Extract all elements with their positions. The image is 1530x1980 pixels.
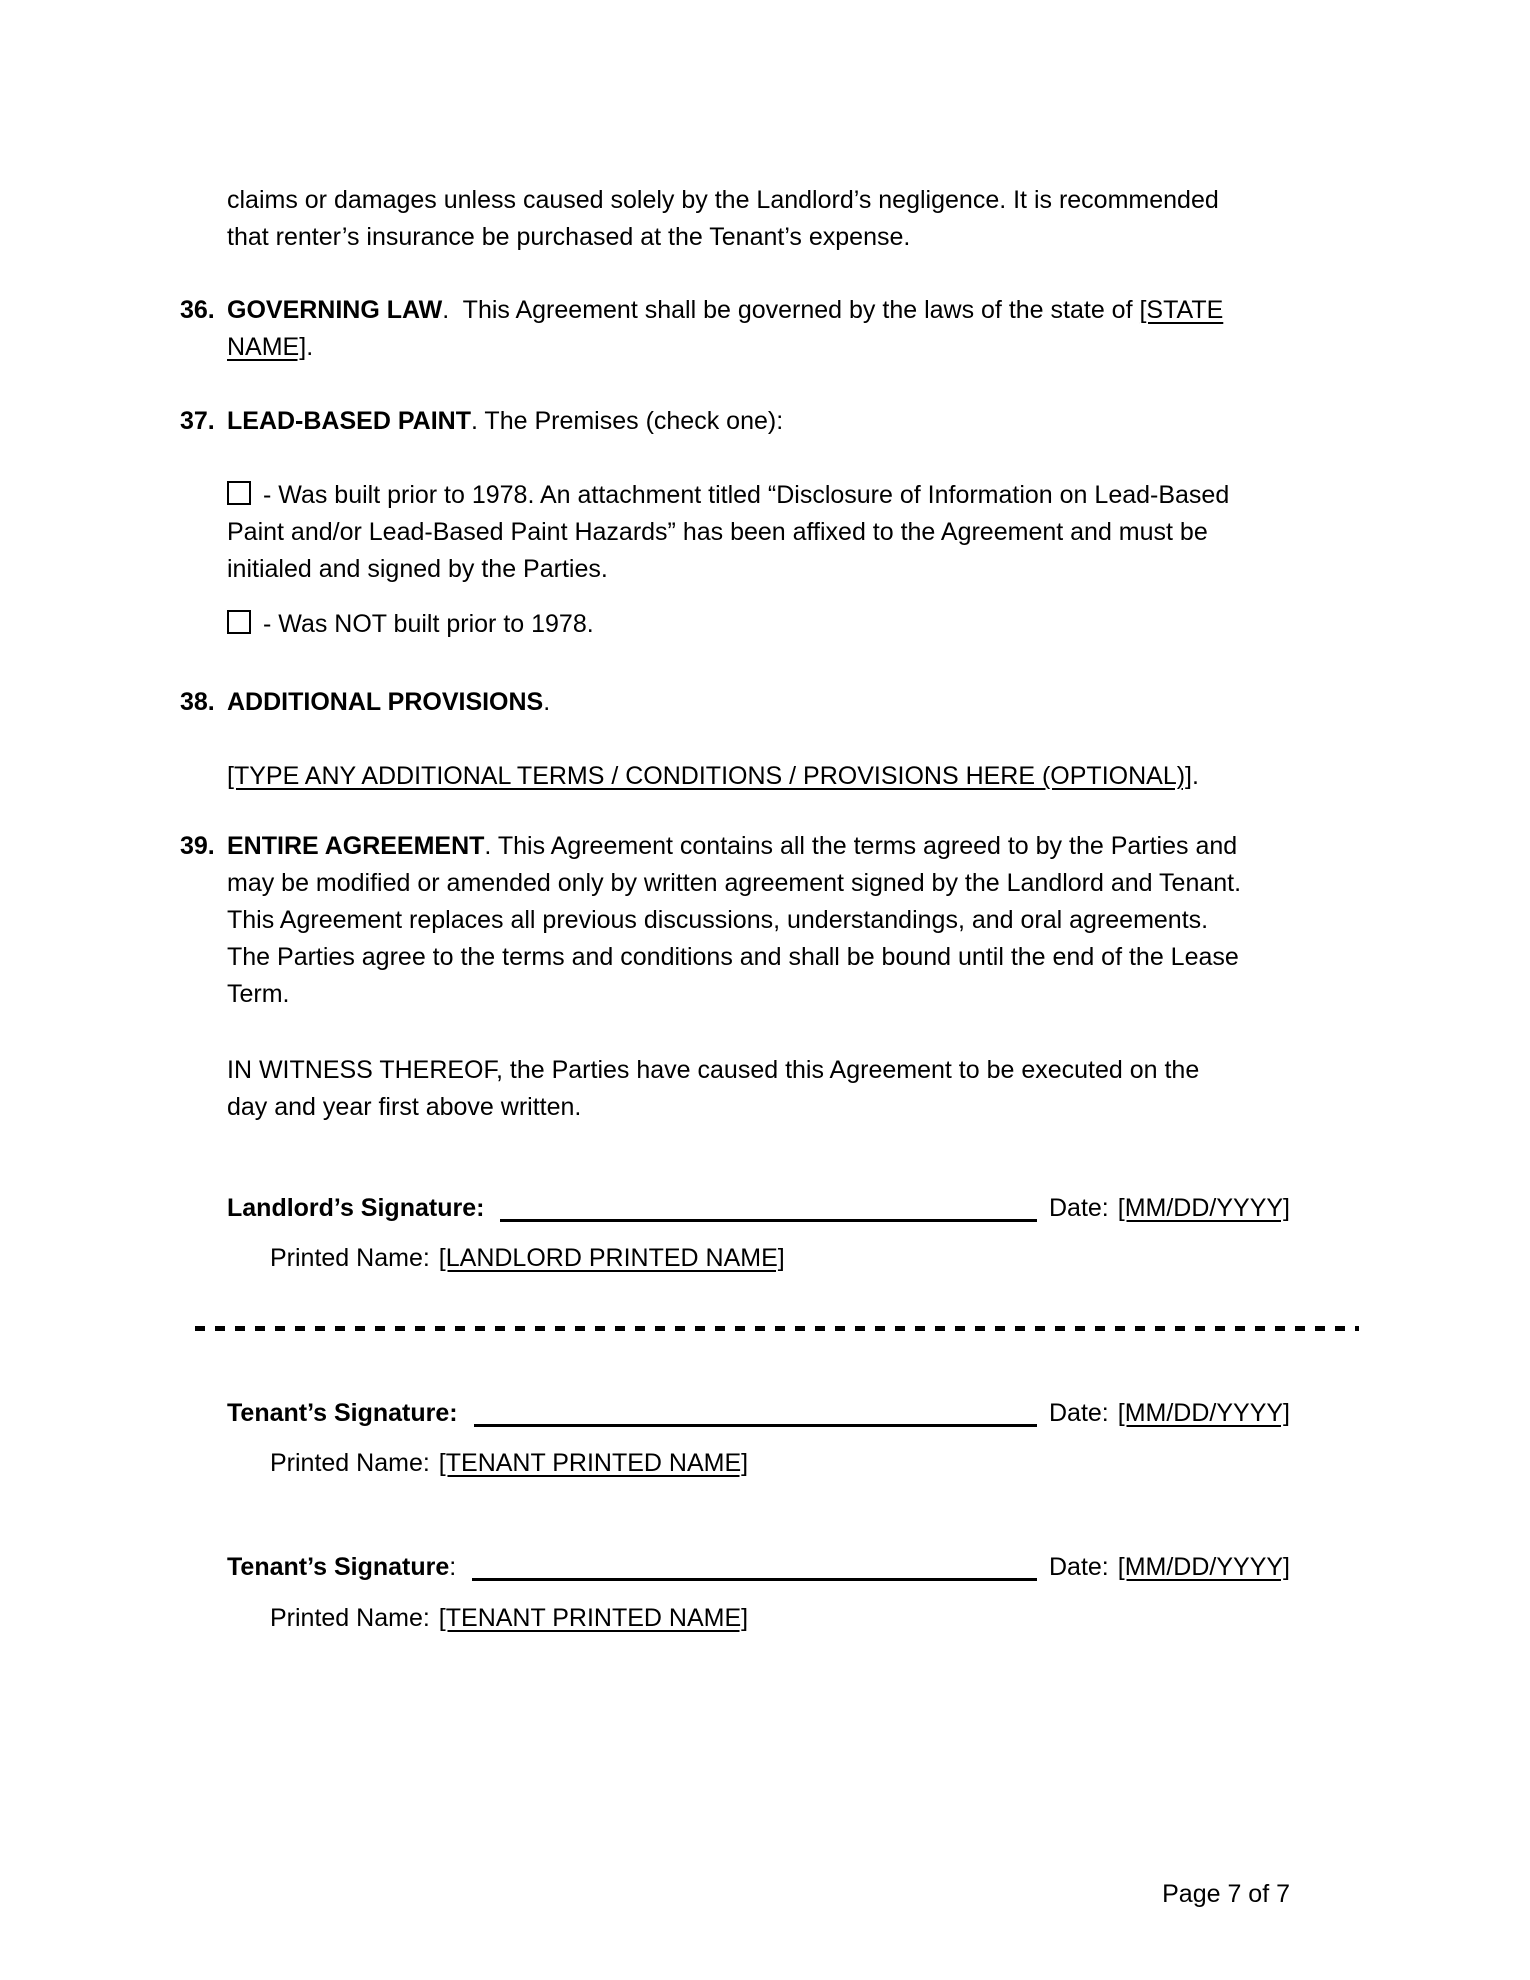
section-39-line-5: Term. <box>227 980 290 1008</box>
section-36-number: 36. <box>180 296 215 324</box>
dashed-divider <box>195 1326 1359 1331</box>
option-2-line-1 <box>227 606 594 643</box>
section-36-governing-law <box>180 292 1223 366</box>
section-39-line-3: This Agreement replaces all previous discussions, understandings, and oral agreements. <box>227 906 1209 934</box>
section-39-entire-agreement <box>180 828 1241 1013</box>
section-36-text: . This Agreement shall be governed by the laws of the state of <box>442 296 1140 324</box>
section-36-line-2 <box>227 329 1223 366</box>
option-2-text: - Was NOT built prior to 1978. <box>263 610 594 638</box>
landlord-signature-line[interactable] <box>500 1219 1037 1222</box>
section-36-line-1 <box>227 292 1223 329</box>
section-37-title: LEAD-BASED PAINT <box>227 407 471 435</box>
checkbox-icon[interactable] <box>227 610 251 634</box>
paragraph-insurance-continuation <box>227 182 1219 256</box>
section-37-text: . The Premises (check one): <box>470 407 784 435</box>
witness-line-2: day and year first above written. <box>227 1093 582 1121</box>
landlord-signature-row <box>227 1190 1290 1227</box>
section-37-lead-based-paint <box>180 403 783 440</box>
section-39-title: ENTIRE AGREEMENT <box>227 832 485 860</box>
section-39-number: 39. <box>180 832 215 860</box>
paragraph-line: claims or damages unless caused solely by the Landlord’s negligence. It is recommended <box>227 186 1219 214</box>
placeholder-tail: . <box>1192 762 1199 790</box>
section-38-line-1 <box>227 684 550 721</box>
section-36-title: GOVERNING LAW <box>227 296 443 324</box>
landlord-date-placeholder[interactable]: [MM/DD/YYYY] <box>1117 1194 1290 1222</box>
tenant-signature-label: Tenant’s Signature <box>227 1553 450 1581</box>
state-name-placeholder-part2[interactable]: NAME] <box>227 333 307 361</box>
landlord-signature-label: Landlord’s Signature: <box>227 1194 485 1222</box>
tenant-signature-row-2 <box>227 1549 1290 1586</box>
tenant-signature-line[interactable] <box>472 1578 1037 1581</box>
tenant-printed-name-placeholder[interactable]: [TENANT PRINTED NAME] <box>438 1449 749 1477</box>
date-label: Date: <box>1048 1399 1109 1427</box>
checkbox-icon[interactable] <box>227 481 251 505</box>
placeholder-line <box>227 758 1199 795</box>
section-36-tail: . <box>306 333 314 361</box>
tenant-printed-name-row-2 <box>270 1600 748 1637</box>
option-1-line-3: initialed and signed by the Parties. <box>227 555 608 583</box>
tenant-signature-line[interactable] <box>474 1424 1037 1427</box>
state-name-placeholder-part1[interactable]: [STATE <box>1139 296 1224 324</box>
section-38-number: 38. <box>180 688 215 716</box>
printed-name-label: Printed Name: <box>270 1244 430 1272</box>
landlord-printed-name-row <box>270 1240 785 1277</box>
tenant-date-placeholder[interactable]: [MM/DD/YYYY] <box>1117 1553 1290 1581</box>
printed-name-label: Printed Name: <box>270 1449 430 1477</box>
section-39-text: . This Agreement contains all the terms agreed to by the Parties and <box>484 832 1238 860</box>
lead-paint-option-not-built-prior-1978 <box>227 606 594 643</box>
section-39-line-2: may be modified or amended only by written agreement signed by the Landlord and Tenant. <box>227 869 1242 897</box>
witness-line-1: IN WITNESS THEREOF, the Parties have caused this Agreement to be executed on the <box>227 1056 1200 1084</box>
landlord-printed-name-placeholder[interactable]: [LANDLORD PRINTED NAME] <box>438 1244 785 1272</box>
additional-terms-placeholder[interactable]: [TYPE ANY ADDITIONAL TERMS / CONDITIONS / PROVISIONS HERE (OPTIONAL)] <box>227 762 1192 790</box>
page-number: Page 7 of 7 <box>1162 1880 1290 1908</box>
section-37-number: 37. <box>180 407 215 435</box>
tenant-signature-label: Tenant’s Signature: <box>227 1399 458 1427</box>
section-39-line-4: The Parties agree to the terms and conditions and shall be bound until the end of the Lease <box>227 943 1239 971</box>
date-label: Date: <box>1048 1553 1109 1581</box>
section-38-additional-provisions <box>180 684 550 721</box>
tenant-signature-row-1 <box>227 1395 1290 1432</box>
tenant-date-placeholder[interactable]: [MM/DD/YYYY] <box>1117 1399 1290 1427</box>
printed-name-label: Printed Name: <box>270 1604 430 1632</box>
option-1-line-2: Paint and/or Lead-Based Paint Hazards” has been affixed to the Agreement and must be <box>227 518 1208 546</box>
date-label: Date: <box>1048 1194 1109 1222</box>
paragraph-line: that renter’s insurance be purchased at the Tenant’s expense. <box>227 223 911 251</box>
option-1-text: - Was built prior to 1978. An attachment titled “Disclosure of Information on Lead-Based <box>263 481 1230 509</box>
additional-provisions-placeholder-row <box>227 758 1199 795</box>
lead-paint-option-built-prior-1978 <box>227 477 1229 588</box>
section-38-tail: . <box>543 688 551 716</box>
option-1-line-1 <box>227 477 1229 514</box>
tenant-signature-label-colon: : <box>449 1553 457 1581</box>
tenant-printed-name-row-1 <box>270 1445 748 1482</box>
witness-clause <box>227 1052 1199 1126</box>
section-37-line-1 <box>227 403 783 440</box>
tenant-printed-name-placeholder[interactable]: [TENANT PRINTED NAME] <box>438 1604 749 1632</box>
section-39-line-1 <box>227 828 1241 865</box>
section-38-title: ADDITIONAL PROVISIONS <box>227 688 544 716</box>
